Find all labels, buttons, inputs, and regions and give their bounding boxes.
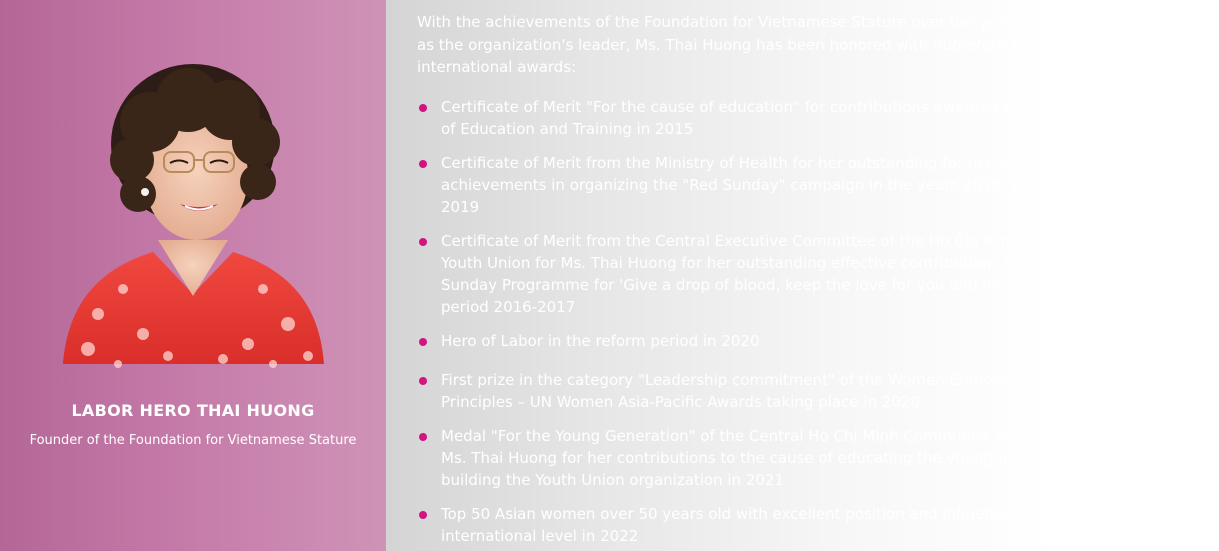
award-item: Certificate of Merit "For the cause of education" for contributions awarded by the Ministry of Education and Training in 2015 [417,96,1117,140]
awards-panel [386,0,1219,551]
intro-text: With the achievements of the Foundation for Vietnamese Stature over the years in her role as the organization's leader, Ms. Thai Huong has been honored with numerous domestic and international awards: [417,13,1115,76]
award-item: Certificate of Merit from the Ministry of Health for her outstanding for her outstanding achievements in organizing the "Red Sunday" campaign in the years 2016, 2017, 2018, 2019 [417,152,1117,218]
profile-portrait [58,64,328,374]
person-name: LABOR HERO THAI HUONG [71,401,315,420]
award-item: Hero of Labor in the reform period in 2020 [417,330,1117,352]
awards-list [417,96,1117,551]
award-item: Top 50 Asian women over 50 years old with excellent position and influence at the international level in 2022 [417,503,1117,547]
person-role: Founder of the Foundation for Vietnamese Stature [29,433,357,448]
profile-panel [0,0,386,551]
award-item: First prize in the category "Leadership commitment" of the Women Empowerment Principles – UN Women Asia-Pacific Awards taking place in 2020 [417,369,1117,413]
award-item: Certificate of Merit from the Central Executive Committee of the Ho Chi Minh Communist Youth Union for Ms. Thai Huong for her outstanding effective contributions to the Red Sunday Programme for 'Give a drop of blood, keep the love for you and me during the period 2016-2017 [417,230,1117,318]
award-item: Medal "For the Young Generation" of the Central Ho Chi Minh Communist Youth Union for Ms. Thai Huong for her contributions to the cause of educating the young generation and building the Youth Union organization in 2021 [417,425,1117,491]
